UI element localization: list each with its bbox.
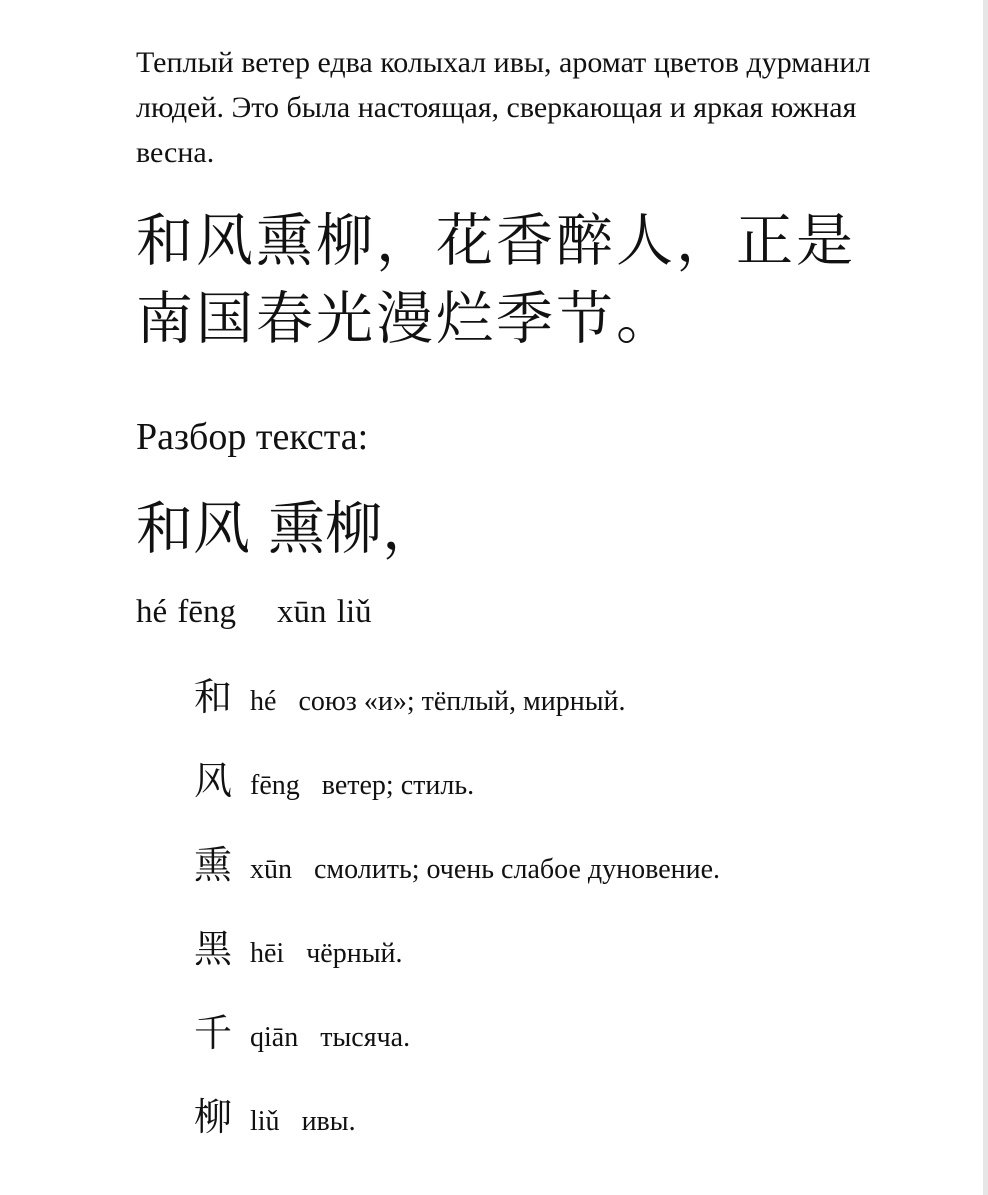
chinese-line: 南国春光漫烂季节。 [136,286,676,352]
glossary-entry [194,666,894,750]
glossary-meaning: чёрный. [306,938,403,969]
glossary-hanzi: 熏 [194,843,233,887]
glossary-hanzi: 黑 [194,927,233,971]
analysis-heading: Разбор текста: [136,416,369,458]
glossary-entry [194,1086,894,1170]
glossary-pinyin: liǔ [250,1106,280,1137]
glossary-list [194,666,894,1170]
glossary-pinyin: xūn [250,854,292,885]
glossary-pinyin: qiān [250,1022,299,1053]
glossary-hanzi: 风 [194,759,233,803]
glossary-meaning: ивы. [301,1106,356,1137]
glossary-entry [194,918,894,1002]
glossary-entry [194,1002,894,1086]
translation-paragraph: Теплый ветер едва колыхал ивы, аромат цветов дурманил людей. Это была настоящая, сверкающая и яркая южная весна. [136,46,871,169]
glossary-entry [194,750,894,834]
glossary-hanzi: 和 [194,675,233,719]
glossary-pinyin: hé [250,686,277,717]
glossary-hanzi: 柳 [194,1095,233,1139]
glossary-entry [194,834,894,918]
glossary-pinyin: hēi [250,938,285,969]
glossary-pinyin: fēng [250,770,300,801]
chinese-line: 和风熏柳，花香醉人，正是 [136,208,856,274]
glossary-hanzi: 千 [194,1011,233,1055]
page-edge [983,0,988,1195]
chinese-text [136,202,916,358]
phrase-pinyin: hé fēng xūn liǔ [136,594,372,630]
glossary-meaning: тысяча. [320,1022,411,1053]
glossary-meaning: союз «и»; тёплый, мирный. [298,686,626,717]
phrase-hanzi: 和风 熏柳， [136,496,440,562]
glossary-meaning: смолить; очень слабое дуновение. [314,854,721,885]
glossary-meaning: ветер; стиль. [321,770,475,801]
